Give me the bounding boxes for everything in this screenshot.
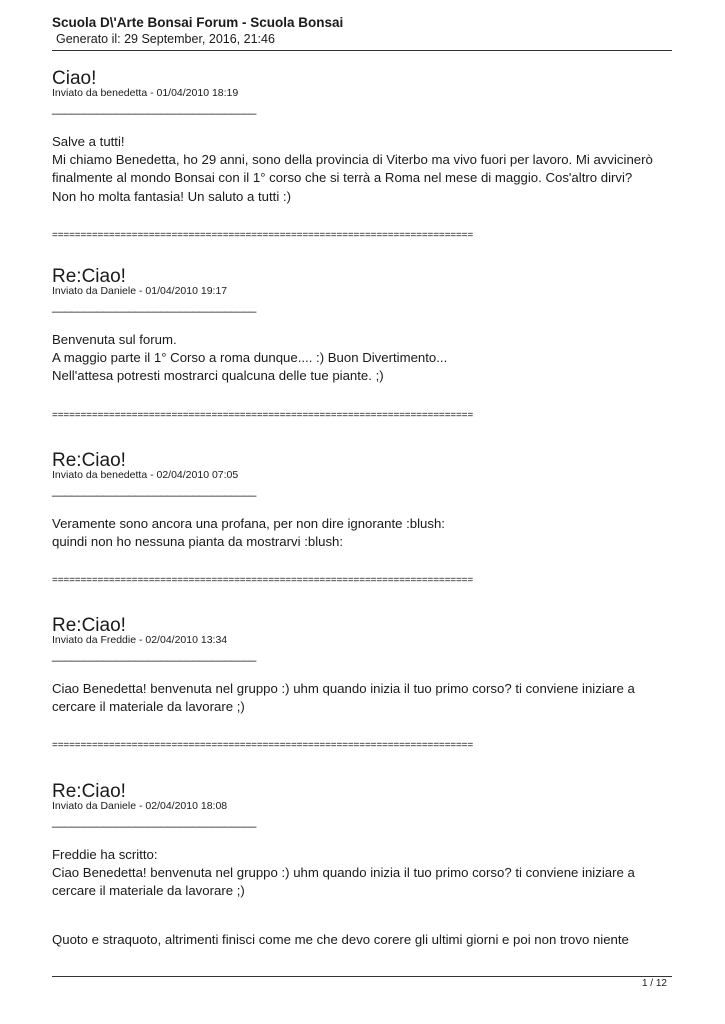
post-underline: ________________________________ xyxy=(52,101,256,115)
forum-post xyxy=(52,69,662,242)
post-line: Benvenuta sul forum. xyxy=(52,332,177,347)
post-meta: Inviato da Daniele - 02/04/2010 18:08 xyxy=(52,800,228,812)
post-body xyxy=(52,515,662,551)
header-divider xyxy=(52,50,672,51)
post-body xyxy=(52,680,662,716)
forum-post xyxy=(52,267,662,422)
post-line: Quoto e straquoto, altrimenti finisci come me che devo corere gli ultimi giorni e poi non trovo niente xyxy=(52,931,629,947)
post-line: quindi non ho nessuna pianta da mostrarvi :blush: xyxy=(52,534,344,550)
generated-date: Generato il: 29 September, 2016, 21:46 xyxy=(56,32,275,46)
post-meta: Inviato da benedetta - 02/04/2010 07:05 xyxy=(52,469,239,481)
post-line: Ciao Benedetta! benvenuta nel gruppo :) uhm quando inizia il tuo primo corso? ti conviene iniziare a xyxy=(52,865,635,881)
post-line: Salve a tutti! xyxy=(52,134,125,149)
post-line: Mi chiamo Benedetta, ho 29 anni, sono della provincia di Viterbo ma vivo fuori per lavoro. Mi avvicinerò xyxy=(52,152,653,168)
post-meta: Inviato da Freddie - 02/04/2010 13:34 xyxy=(52,634,228,646)
post-underline: ________________________________ xyxy=(52,814,256,828)
post-line: Nell'attesa potresti mostrarci qualcuna delle tue piante. ;) xyxy=(52,368,384,384)
post-line: Veramente sono ancora una profana, per non dire ignorante :blush: xyxy=(52,516,445,531)
post-body xyxy=(52,133,662,206)
post-line: cercare il materiale da lavorare ;) xyxy=(52,883,245,899)
post-meta: Inviato da benedetta - 01/04/2010 18:19 xyxy=(52,87,239,99)
post-body xyxy=(52,331,662,386)
post-title: Ciao! xyxy=(52,68,97,89)
post-separator: ========================================================================== xyxy=(52,575,474,587)
forum-post xyxy=(52,451,662,587)
site-title: Scuola D\'Arte Bonsai Forum - Scuola Bonsai xyxy=(52,15,344,30)
post-title: Re:Ciao! xyxy=(52,266,126,287)
post-separator: ========================================================================== xyxy=(52,740,474,752)
forum-post xyxy=(52,782,662,949)
post-separator: ========================================================================== xyxy=(52,229,474,241)
footer-divider xyxy=(52,976,672,977)
post-underline: ________________________________ xyxy=(52,483,256,497)
post-line: Ciao Benedetta! benvenuta nel gruppo :) uhm quando inizia il tuo primo corso? ti conviene iniziare a xyxy=(52,681,635,696)
post-line: cercare il materiale da lavorare ;) xyxy=(52,699,245,715)
post-separator: ========================================================================== xyxy=(52,409,474,421)
post-underline: ________________________________ xyxy=(52,299,256,313)
post-title: Re:Ciao! xyxy=(52,781,126,802)
post-underline: ________________________________ xyxy=(52,648,256,662)
page-number: 1 / 12 xyxy=(641,978,667,989)
forum-post xyxy=(52,616,662,752)
post-meta: Inviato da Daniele - 01/04/2010 19:17 xyxy=(52,285,228,297)
post-body xyxy=(52,846,662,949)
post-line: Non ho molta fantasia! Un saluto a tutti :) xyxy=(52,188,291,204)
post-line: A maggio parte il 1° Corso a roma dunque.... :) Buon Divertimento... xyxy=(52,350,448,366)
document-header xyxy=(52,14,672,47)
post-title: Re:Ciao! xyxy=(52,450,126,471)
post-title: Re:Ciao! xyxy=(52,615,126,636)
post-line: Freddie ha scritto: xyxy=(52,847,158,862)
post-line: finalmente al mondo Bonsai con il 1° corso che si terrà a Roma nel mese di maggio. Cos'altro dirvi? xyxy=(52,170,633,186)
